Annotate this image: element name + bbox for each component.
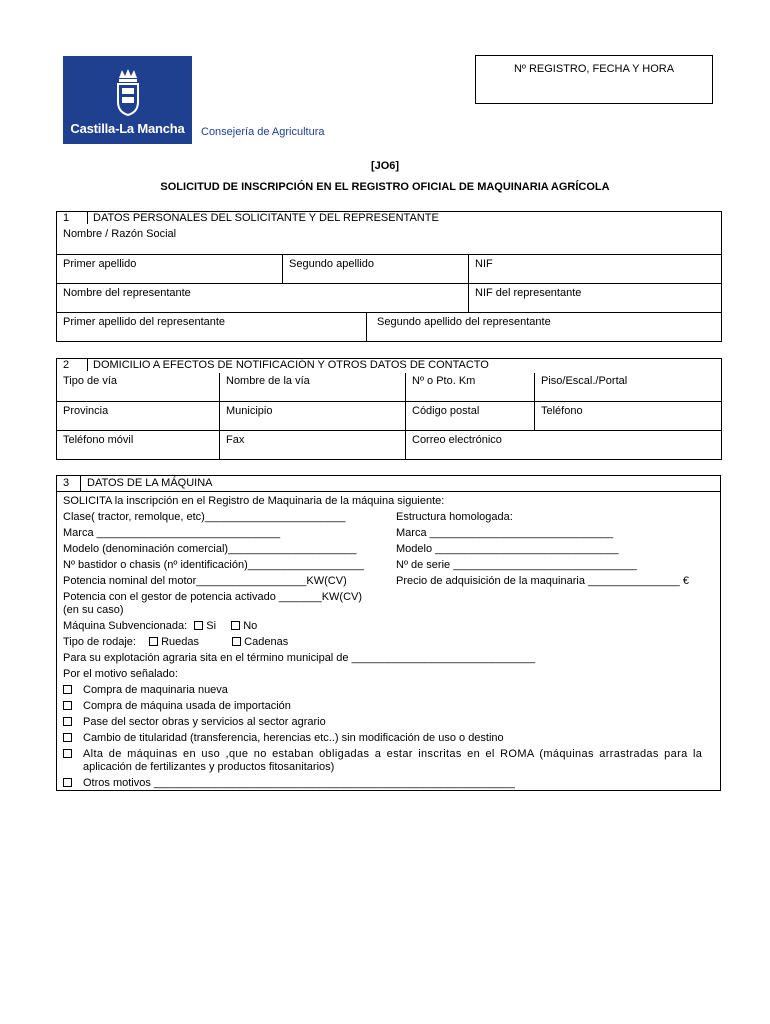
solicita-text: SOLICITA la inscripción en el Registro de Maquinaria de la máquina siguiente: xyxy=(63,495,445,507)
section-1-title: DATOS PERSONALES DEL SOLICITANTE Y DEL REPRESENTANTE xyxy=(93,212,439,224)
cadenas-label: Cadenas xyxy=(244,636,289,648)
serie-field[interactable]: Nº de serie ______________________________ xyxy=(396,559,637,571)
provincia-label: Provincia xyxy=(63,405,109,417)
motivo-checkbox[interactable] xyxy=(63,778,72,787)
section-2-number: 2 xyxy=(57,359,88,371)
si-checkbox[interactable] xyxy=(194,621,203,630)
subvencionada-row xyxy=(63,620,257,632)
estructura-modelo-field[interactable]: Modelo ______________________________ xyxy=(396,543,619,555)
ruedas-label: Ruedas xyxy=(161,636,200,648)
motivo-option xyxy=(63,732,504,744)
segundo-apellido-rep-label: Segundo apellido del representante xyxy=(377,316,551,328)
section-1-table xyxy=(56,211,722,342)
marca-field[interactable]: Marca ______________________________ xyxy=(63,527,281,539)
section-1-number: 1 xyxy=(57,212,88,224)
fax-field[interactable] xyxy=(220,431,406,460)
cadenas-checkbox[interactable] xyxy=(232,637,241,646)
telefono-movil-field[interactable] xyxy=(57,431,220,460)
codigo-postal-label: Código postal xyxy=(412,405,480,417)
motivo-option-label: Alta de máquinas en uso ,que no estaban obligadas a estar inscritas en el ROMA (máquinas arrastradas para la xyxy=(83,748,703,760)
motivo-option xyxy=(63,700,291,712)
section-3-header xyxy=(57,476,720,492)
telefono-movil-label: Teléfono móvil xyxy=(63,434,134,446)
section-3-box xyxy=(56,475,721,791)
motivo-option-label: Otros motivos ___________________________________________________________ xyxy=(83,777,515,789)
motivo-option-label: Compra de maquinaria nueva xyxy=(83,684,228,696)
motivo-option-label: Compra de máquina usada de importación xyxy=(83,700,291,712)
registro-label: Nº REGISTRO, FECHA Y HORA xyxy=(513,63,675,75)
nombre-label: Nombre / Razón Social xyxy=(63,228,177,240)
document-code: [JO6] xyxy=(370,160,400,172)
tipo-rodaje-label: Tipo de rodaje: xyxy=(63,636,136,648)
nombre-representante-label: Nombre del representante xyxy=(63,287,191,299)
explotacion-field[interactable]: Para su explotación agraria sita en el término municipal de ______________________________ xyxy=(63,652,536,664)
section-2-header xyxy=(57,359,722,374)
section-2-table xyxy=(56,358,722,460)
motivo-option xyxy=(63,748,713,760)
motivo-checkbox[interactable] xyxy=(63,717,72,726)
numero-km-label: Nº o Pto. Km xyxy=(412,375,476,387)
numero-km-field[interactable] xyxy=(406,373,535,402)
piso-field[interactable] xyxy=(535,373,722,402)
tipo-rodaje-row xyxy=(63,636,288,648)
motivo-option-label-cont: aplicación de fertilizantes y productos fitosanitarios) xyxy=(83,761,335,773)
consejeria-label: Consejería de Agricultura xyxy=(201,126,325,138)
motivo-option xyxy=(63,684,228,696)
motivo-checkbox[interactable] xyxy=(63,701,72,710)
section-1-header xyxy=(57,212,722,227)
motivo-option-label: Pase del sector obras y servicios al sector agrario xyxy=(83,716,326,728)
registro-box[interactable] xyxy=(475,55,713,104)
primer-apellido-rep-label: Primer apellido del representante xyxy=(63,316,226,328)
motivo-option-label: Cambio de titularidad (transferencia, herencias etc..) sin modificación de uso o destino xyxy=(83,732,504,744)
section-3-number: 3 xyxy=(57,476,81,491)
no-checkbox[interactable] xyxy=(231,621,240,630)
segundo-apellido-rep-field[interactable] xyxy=(367,313,722,342)
precio-field[interactable]: Precio de adquisición de la maquinaria _______________ € xyxy=(396,575,689,587)
primer-apellido-field[interactable] xyxy=(57,255,283,284)
crown-shield-icon xyxy=(113,68,143,116)
clase-field[interactable]: Clase( tractor, remolque, etc)_______________________ xyxy=(63,511,346,523)
si-label: Si xyxy=(206,620,217,632)
correo-field[interactable] xyxy=(406,431,722,460)
nif-representante-field[interactable] xyxy=(469,284,722,313)
castilla-la-mancha-logo xyxy=(63,56,192,144)
fax-label: Fax xyxy=(226,434,245,446)
tipo-via-label: Tipo de vía xyxy=(63,375,118,387)
motivo-checkbox[interactable] xyxy=(63,749,72,758)
provincia-field[interactable] xyxy=(57,402,220,431)
estructura-label: Estructura homologada: xyxy=(396,511,513,523)
subvencionada-label: Máquina Subvencionada: xyxy=(63,620,188,632)
codigo-postal-field[interactable] xyxy=(406,402,535,431)
potencia-field[interactable]: Potencia nominal del motor__________________KW(CV) xyxy=(63,575,347,587)
motivo-option xyxy=(63,777,515,789)
nombre-via-label: Nombre de la vía xyxy=(226,375,310,387)
telefono-field[interactable] xyxy=(535,402,722,431)
logo-text: Castilla-La Mancha xyxy=(70,121,185,136)
section-3-title: DATOS DE LA MÁQUINA xyxy=(87,477,213,489)
bastidor-field[interactable]: Nº bastidor o chasis (nº identificación)___________________ xyxy=(63,559,364,571)
nombre-field[interactable] xyxy=(57,226,722,255)
motivo-option xyxy=(63,716,326,728)
piso-label: Piso/Escal./Portal xyxy=(541,375,628,387)
motivo-label: Por el motivo señalado: xyxy=(63,668,178,680)
nif-representante-label: NIF del representante xyxy=(475,287,582,299)
segundo-apellido-label: Segundo apellido xyxy=(289,258,375,270)
nombre-representante-field[interactable] xyxy=(57,284,469,313)
nombre-via-field[interactable] xyxy=(220,373,406,402)
motivo-checkbox[interactable] xyxy=(63,685,72,694)
correo-label: Correo electrónico xyxy=(412,434,502,446)
segundo-apellido-field[interactable] xyxy=(283,255,469,284)
municipio-label: Municipio xyxy=(226,405,273,417)
no-label: No xyxy=(243,620,258,632)
ruedas-checkbox[interactable] xyxy=(149,637,158,646)
potencia-gestor-field[interactable]: Potencia con el gestor de potencia activado _______KW(CV) xyxy=(63,591,363,603)
tipo-via-field[interactable] xyxy=(57,373,220,402)
estructura-marca-field[interactable]: Marca ______________________________ xyxy=(396,527,614,539)
nif-label: NIF xyxy=(475,258,493,270)
nif-field[interactable] xyxy=(469,255,722,284)
document-title: SOLICITUD DE INSCRIPCIÓN EN EL REGISTRO OFICIAL DE MAQUINARIA AGRÍCOLA xyxy=(160,181,610,193)
modelo-field[interactable]: Modelo (denominación comercial)_____________________ xyxy=(63,543,357,555)
motivo-checkbox[interactable] xyxy=(63,733,72,742)
telefono-label: Teléfono xyxy=(541,405,583,417)
municipio-field[interactable] xyxy=(220,402,406,431)
section-2-title: DOMICILIO A EFECTOS DE NOTIFICACIÓN Y OTROS DATOS DE CONTACTO xyxy=(93,359,489,371)
primer-apellido-label: Primer apellido xyxy=(63,258,137,270)
primer-apellido-rep-field[interactable] xyxy=(57,313,367,342)
en-su-caso-label: (en su caso) xyxy=(63,604,124,616)
